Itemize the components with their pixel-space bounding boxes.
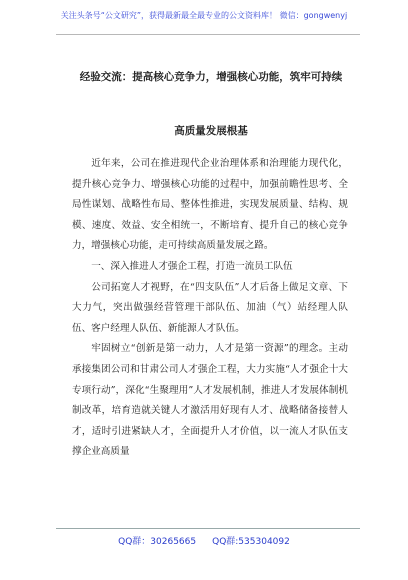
talent-paragraph: 公司拓宽人才视野，在“四支队伍”人才后备上做足文章、下大力气，突出做强经营管理干部队伍、加油（气）站经理人队伍、客户经理人队伍、新能源人才队伍。 bbox=[72, 281, 348, 334]
header-divider bbox=[56, 34, 360, 35]
section-heading-1: 一、深入推进人才强企工程，打造一流员工队伍 bbox=[91, 260, 293, 272]
innovation-paragraph: 牢固树立“创新是第一动力，人才是第一资源”的理念。主动承接集团公司和甘肃公司人才强企工程，大力实施“人才强企十大专项行动”，深化“生聚理用”人才发展机制，推进人才发展体制机制改革，培育造就关键人才激活用好现有人才、战略储备接替人才，适时引进紧缺人才，全面提升人才价值，以一流人才队伍支撑企业高质量 bbox=[72, 343, 348, 458]
document-title-line-1: 经验交流：提高核心竞争力，增强核心功能，筑牢可持续 bbox=[79, 71, 343, 83]
intro-paragraph: 近年来，公司在推进现代企业治理体系和治理能力现代化，提升核心竞争力、增强核心功能的过程中，加强前瞻性思考、全局性谋划、战略性布局、整体性推进，实现发展质量、结构、规模、速度、效益、安全相统一，不断培育、提升自己的核心竞争力，增强核心功能，走可持续高质量发展之路。 bbox=[72, 158, 348, 252]
qq-group-2: QQ群:535304092 bbox=[212, 537, 290, 547]
page-header: 关注头条号“公文研究”，获得最新最全最专业的公文资料库！ 微信：gongwenyj bbox=[60, 11, 348, 20]
document-title-line-2: 高质量发展根基 bbox=[174, 125, 248, 137]
document-body bbox=[72, 154, 348, 463]
footer-divider bbox=[56, 528, 360, 529]
qq-group-1: QQ群：30265665 bbox=[118, 537, 197, 547]
page-footer bbox=[0, 534, 408, 547]
